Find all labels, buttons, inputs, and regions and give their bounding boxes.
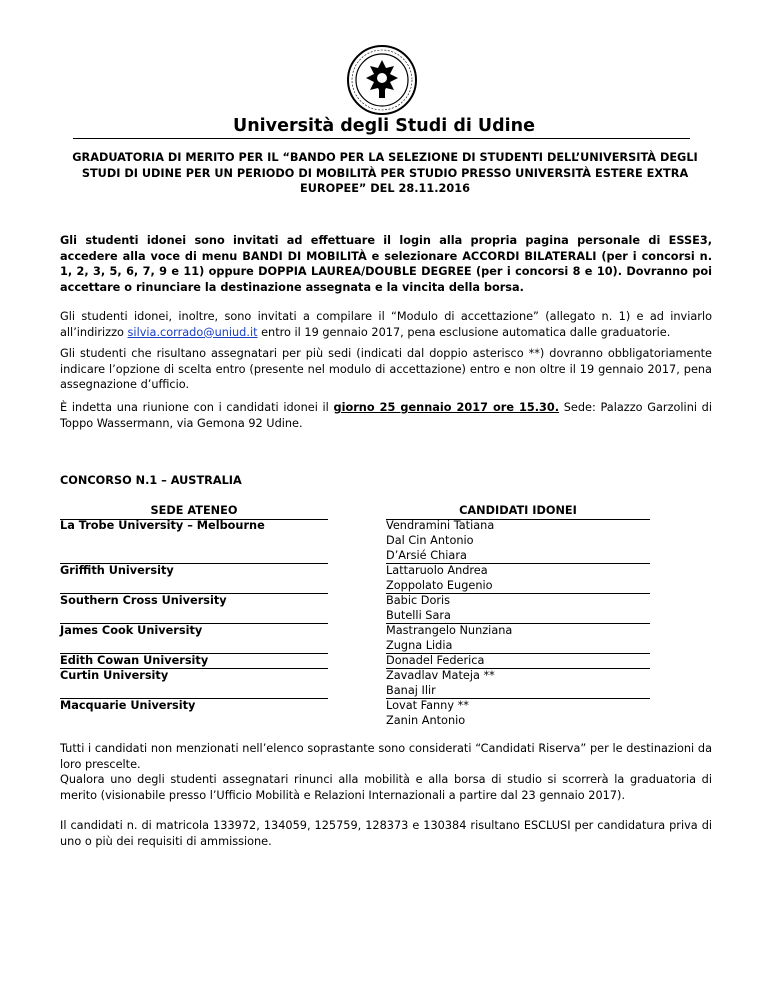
sede-item: La Trobe University – Melbourne: [60, 519, 265, 532]
title-rule: [73, 138, 690, 139]
university-seal-logo: [346, 44, 418, 116]
email-link[interactable]: silvia.corrado@uniud.it: [127, 325, 258, 339]
candidate-name: Zoppolato Eugenio: [386, 579, 493, 592]
sede-header: SEDE ATENEO: [60, 504, 328, 520]
acceptance-text: Gli studenti idonei, inoltre, sono invitati a compilare il “Modulo di accettazione” (allegato n. 1) e ad inviarlo all’indirizzo: [60, 310, 712, 339]
candidate-name: Zavadlav Mateja **: [386, 669, 495, 682]
concorso-title: CONCORSO N.1 – AUSTRALIA: [60, 474, 242, 487]
candidate-name: Lattaruolo Andrea: [386, 564, 488, 577]
sede-item: Griffith University: [60, 564, 174, 577]
candidate-name: Mastrangelo Nunziana: [386, 624, 513, 637]
multiple-sedi-paragraph: Gli studenti che risultano assegnatari per più sedi (indicati dal doppio asterisco **) dovranno obbligatoriamente indicare l’opzione di scelta entro (presente nel modulo di accettazione) entro e non oltre il 19 gennaio 2017, pena assegnazione d’ufficio.: [60, 347, 712, 391]
esclusi-paragraph: Il candidati n. di matricola 133972, 134059, 125759, 128373 e 130384 risultano ESCLUSI per candidatura priva di uno o più dei requisiti di ammissione.: [60, 819, 712, 848]
sede-item: James Cook University: [60, 624, 203, 637]
candidate-name: Dal Cin Antonio: [386, 534, 474, 547]
instructions-paragraph: Gli studenti idonei sono invitati ad effettuare il login alla propria pagina personale di ESSE3, accedere alla voce di menu BANDI DI MOBILITÀ e selezionare ACCORDI BILATERALI (per i concorsi n. 1, 2, 3, 5, 6, 7, 9 e 11) oppure DOPPIA LAUREA/DOUBLE DEGREE (per i concorsi 8 e 10). Dovranno poi accettare o rinunciare la destinazione assegnata e la vincita della borsa.: [60, 234, 712, 294]
meeting-paragraph: [60, 400, 712, 431]
sede-item: Southern Cross University: [60, 594, 227, 607]
candidate-name: Banaj Ilir: [386, 684, 436, 697]
document-heading: GRADUATORIA DI MERITO PER IL “BANDO PER LA SELEZIONE DI STUDENTI DELL’UNIVERSITÀ DEGLI STUDI DI UDINE PER UN PERIODO DI MOBILITÀ PER STUDIO PRESSO UNIVERSITÀ ESTERE EXTRA EUROPEE” DEL 28.11.2016: [72, 151, 698, 195]
university-title: Università degli Studi di Udine: [233, 116, 535, 136]
sede-item: Curtin University: [60, 669, 169, 682]
meeting-location: Sede: Palazzo Garzolini di Toppo Wassermann, via Gemona 92 Udine.: [60, 401, 712, 430]
candidate-name: Zugna Lidia: [386, 639, 453, 652]
meeting-text: È indetta una riunione con i candidati idonei il: [60, 401, 334, 414]
acceptance-deadline-text: entro il 19 gennaio 2017, pena esclusione automatica dalle graduatorie.: [257, 325, 671, 339]
candidate-name: Donadel Federica: [386, 654, 485, 667]
scorrimento-paragraph: Qualora uno degli studenti assegnatari rinunci alla mobilità e alla borsa di studio si scorrerà la graduatoria di merito (visionabile presso l’Ufficio Mobilità e Relazioni Internazionali a partire dal 23 gennaio 2017).: [60, 773, 712, 802]
riserva-paragraph: Tutti i candidati non menzionati nell’elenco soprastante sono considerati “Candidati Riserva” per le destinazioni da loro prescelte.: [60, 742, 712, 771]
sede-column: [60, 504, 328, 712]
acceptance-paragraph: [60, 309, 712, 340]
candidate-name: Lovat Fanny **: [386, 699, 469, 712]
candidate-name: Zanin Antonio: [386, 714, 466, 727]
candidate-name: D’Arsié Chiara: [386, 549, 467, 562]
candidate-name: Vendramini Tatiana: [386, 519, 495, 532]
candidate-name: Babic Doris: [386, 594, 451, 607]
meeting-date: giorno 25 gennaio 2017 ore 15.30.: [333, 401, 560, 414]
candidati-column: [386, 504, 650, 727]
candidate-name: Butelli Sara: [386, 609, 451, 622]
sede-item: Edith Cowan University: [60, 654, 209, 667]
candidati-header: CANDIDATI IDONEI: [386, 504, 650, 520]
sede-item: Macquarie University: [60, 699, 196, 712]
